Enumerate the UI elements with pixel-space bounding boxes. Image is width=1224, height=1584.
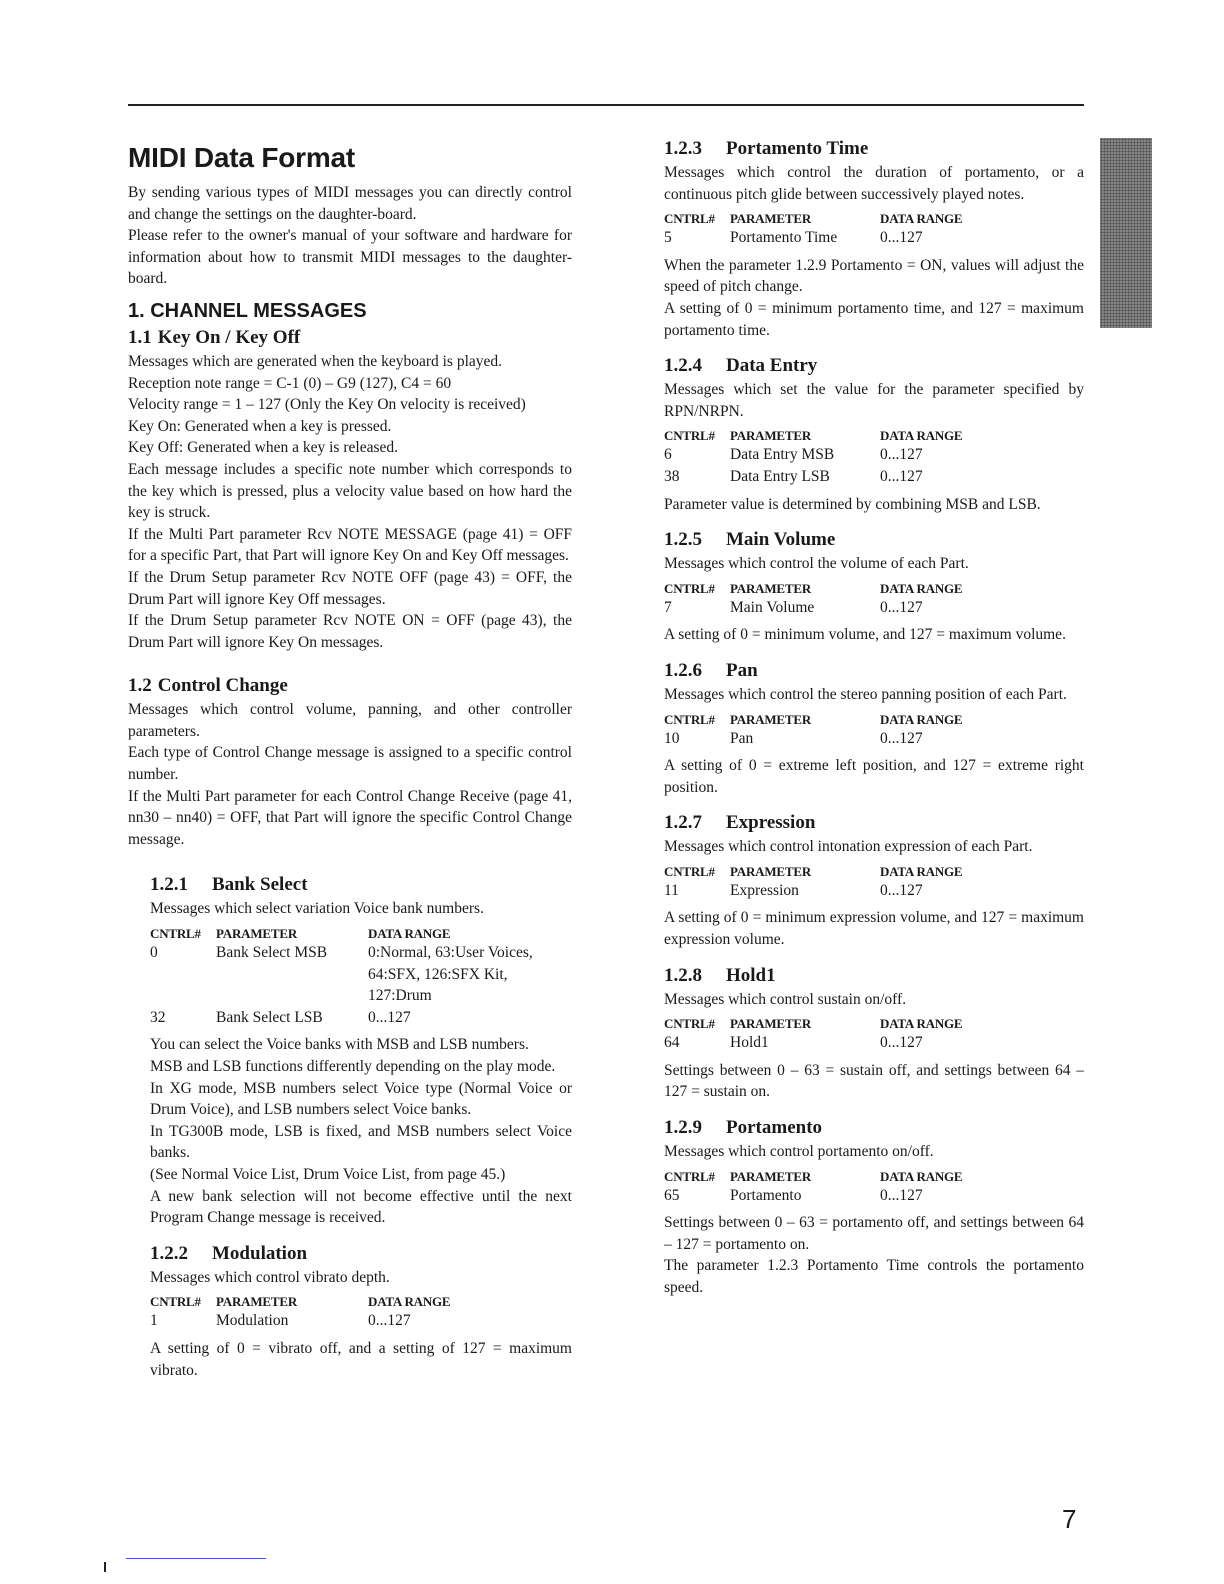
body-text: A setting of 0 = minimum volume, and 127 = maximum volume. (664, 626, 1066, 644)
section-heading (664, 1117, 1084, 1139)
section-number: 1.2.9 (664, 1117, 702, 1139)
section-number: 1.2.4 (664, 355, 702, 377)
body-text: Key Off: Generated when a key is released. (128, 439, 398, 457)
col-header-range: DATA RANGE (880, 1016, 963, 1032)
section-title: Portamento Time (726, 138, 869, 159)
body-text: Key On: Generated when a key is pressed. (128, 417, 392, 435)
section-title: Portamento (726, 1117, 823, 1139)
body-text: When the parameter 1.2.9 Portamento = ON, values will adjust the speed of pitch change. (664, 256, 1084, 296)
cell-range: 0...127 (880, 1034, 923, 1052)
section-heading (150, 1243, 572, 1265)
footer-rule (126, 1558, 266, 1559)
section-description: Messages which control the volume of each Part. (664, 555, 969, 573)
table-row (664, 880, 962, 902)
body-text: (See Normal Voice List, Drum Voice List, from page 45.) (150, 1165, 506, 1183)
section-bank-select (150, 874, 572, 1228)
cell-range: 0...127 (880, 467, 923, 485)
table-row (150, 1007, 572, 1029)
section-data-entry (664, 355, 1084, 515)
left-column (128, 138, 572, 1381)
table-header-row (664, 209, 962, 227)
body-text: The parameter 1.2.3 Portamento Time controls the portamento speed. (664, 1257, 1084, 1296)
cell-cntrl: 5 (664, 229, 672, 247)
body-text: A setting of 0 = minimum portamento time, and 127 = maximum portamento time. (664, 299, 1084, 339)
body-text: Parameter value is determined by combining MSB and LSB. (664, 495, 1041, 513)
body-text: In TG300B mode, LSB is fixed, and MSB numbers select Voice banks. (150, 1122, 572, 1162)
page-number: 7 (1062, 1504, 1077, 1534)
col-header-cntrl: CNTRL# (150, 1294, 201, 1310)
col-header-parameter: PARAMETER (730, 211, 812, 227)
col-header-range: DATA RANGE (368, 926, 451, 942)
cell-range: 0...127 (880, 598, 923, 616)
section-number: 1.2.3 (664, 138, 702, 159)
col-header-range: DATA RANGE (880, 428, 963, 444)
section-title: Modulation (212, 1242, 308, 1264)
section-main-volume (664, 529, 1084, 646)
col-header-parameter: PARAMETER (730, 711, 812, 727)
body-text: You can select the Voice banks with MSB and LSB numbers. (150, 1036, 529, 1054)
body-text: Settings between 0 – 63 = sustain off, and settings between 64 – 127 = sustain on. (664, 1061, 1084, 1101)
col-header-cntrl: CNTRL# (664, 211, 715, 227)
col-header-parameter: PARAMETER (730, 580, 812, 596)
col-header-parameter: PARAMETER (730, 1016, 812, 1032)
col-header-cntrl: CNTRL# (664, 580, 715, 596)
cell-parameter: Main Volume (730, 598, 815, 616)
cell-parameter: Data Entry LSB (730, 467, 830, 485)
section-number: 1.2.8 (664, 964, 702, 986)
body-text: A setting of 0 = extreme left position, and 127 = extreme right position. (664, 757, 1084, 796)
section-title: Main Volume (726, 529, 836, 551)
col-header-range: DATA RANGE (368, 1294, 451, 1310)
section-description: Messages which set the value for the parameter specified by RPN/NRPN. (664, 381, 1084, 420)
table-header-row (664, 1167, 962, 1185)
section-modulation (150, 1243, 572, 1381)
table-row (664, 444, 962, 466)
cell-range: 0...127 (880, 881, 923, 899)
intro-paragraph: By sending various types of MIDI messages you can directly control and change the settings on the daughter-board. (128, 184, 572, 223)
section-portamento-time (664, 138, 1084, 341)
cell-parameter: Portamento Time (730, 229, 838, 247)
section-title: Bank Select (212, 874, 308, 896)
section-number: 1.2.7 (664, 812, 702, 834)
intro (128, 182, 572, 290)
col-header-parameter: PARAMETER (216, 926, 298, 942)
col-header-range: DATA RANGE (880, 580, 963, 596)
section-description: Messages which control portamento on/off. (664, 1143, 934, 1161)
section-key-on-off (128, 327, 572, 653)
table-row (664, 1032, 962, 1054)
col-header-cntrl: CNTRL# (664, 428, 715, 444)
cell-range: 0...127 (880, 1186, 923, 1204)
cell-cntrl: 10 (664, 729, 680, 747)
body-text: A setting of 0 = minimum expression volume, and 127 = maximum expression volume. (664, 909, 1084, 949)
section-heading (664, 812, 1084, 834)
controller-table (664, 209, 962, 249)
table-header-row (664, 579, 962, 597)
body-text: A new bank selection will not become effective until the next Program Change message is received. (150, 1187, 572, 1227)
table-header-row (664, 1014, 962, 1032)
section-heading (664, 138, 1084, 160)
section-number: 1.2.1 (150, 874, 188, 896)
col-header-parameter: PARAMETER (730, 863, 812, 879)
cell-parameter: Hold1 (730, 1034, 769, 1052)
controller-table (664, 1014, 962, 1054)
cell-cntrl: 65 (664, 1186, 680, 1204)
section-heading (664, 660, 1084, 682)
col-header-cntrl: CNTRL# (664, 1168, 715, 1184)
cell-range: 0...127 (880, 729, 923, 747)
cell-range: 0...127 (880, 229, 923, 247)
section-title: Control Change (157, 675, 288, 697)
section-expression (664, 812, 1084, 950)
controller-table (664, 1167, 962, 1207)
cell-parameter: Expression (730, 881, 799, 899)
controller-table (664, 426, 962, 487)
section-description: Messages which control vibrato depth. (150, 1268, 390, 1286)
section-control-change (128, 675, 572, 850)
section-title: Pan (726, 659, 758, 681)
section-heading (664, 355, 1084, 377)
section-title: Key On / Key Off (157, 326, 301, 348)
section-number: 1.2.6 (664, 659, 702, 681)
section-portamento (664, 1117, 1084, 1299)
cell-parameter: Bank Select LSB (216, 1008, 323, 1026)
col-header-range: DATA RANGE (880, 863, 963, 879)
body-text: If the Multi Part parameter for each Control Change Receive (page 41, nn30 – nn40) = OFF, that Part will ignore the specific Control Change message. (128, 787, 572, 848)
chapter-side-tab (1100, 138, 1152, 328)
col-header-parameter: PARAMETER (730, 428, 812, 444)
section-hold1 (664, 965, 1084, 1103)
section-pan (664, 660, 1084, 798)
body-text: Each type of Control Change message is assigned to a specific control number. (128, 744, 572, 784)
table-row (150, 1310, 450, 1332)
section-description: Messages which control sustain on/off. (664, 990, 907, 1008)
cell-parameter: Portamento (730, 1186, 802, 1204)
col-header-range: DATA RANGE (880, 211, 963, 227)
right-column (664, 138, 1084, 1313)
cell-parameter: Pan (730, 729, 754, 747)
section-number: 1.2.5 (664, 529, 702, 551)
body-text: Reception note range = C-1 (0) – G9 (127), C4 = 60 (128, 374, 452, 392)
table-row (664, 1185, 962, 1207)
table-row (150, 942, 572, 1007)
body-text: In XG mode, MSB numbers select Voice type (Normal Voice or Drum Voice), and LSB numbers select Voice banks. (150, 1079, 572, 1119)
section-heading (128, 327, 572, 349)
table-header-row (150, 924, 572, 942)
col-header-cntrl: CNTRL# (150, 926, 201, 942)
section-heading (664, 965, 1084, 987)
body-text: Each message includes a specific note number which corresponds to the key which is pressed, plus a velocity value based on how hard the key is struck. (128, 460, 572, 522)
section-description: Messages which control the stereo panning position of each Part. (664, 685, 1067, 703)
col-header-parameter: PARAMETER (730, 1168, 812, 1184)
cell-cntrl: 64 (664, 1034, 680, 1052)
table-header-row (150, 1292, 450, 1310)
cell-cntrl: 0 (150, 944, 158, 962)
col-header-parameter: PARAMETER (216, 1294, 298, 1310)
cell-cntrl: 38 (664, 467, 680, 485)
cell-cntrl: 11 (664, 881, 679, 899)
section-heading (150, 874, 572, 896)
body-text: MSB and LSB functions differently depending on the play mode. (150, 1058, 556, 1075)
cell-cntrl: 1 (150, 1312, 158, 1330)
body-text: If the Drum Setup parameter Rcv NOTE OFF (page 43) = OFF, the Drum Part will ignore Key Off messages. (128, 568, 572, 608)
section-heading (128, 675, 572, 697)
section-number: 1.2 (128, 675, 152, 697)
section-description: Messages which control the duration of portamento, or a continuous pitch glide between successively played notes. (664, 164, 1084, 203)
cell-range: 0...127 (880, 446, 923, 464)
cell-range: 0...127 (368, 1312, 411, 1330)
controller-table (664, 710, 962, 750)
col-header-cntrl: CNTRL# (664, 711, 715, 727)
table-header-row (664, 862, 962, 880)
controller-table (664, 862, 962, 902)
page-title: MIDI Data Format (128, 142, 356, 173)
cell-cntrl: 6 (664, 446, 672, 464)
table-row (664, 466, 962, 488)
top-rule (128, 104, 1084, 106)
cell-parameter: Modulation (216, 1312, 289, 1330)
controller-table (664, 579, 962, 619)
table-row (664, 728, 962, 750)
table-header-row (664, 710, 962, 728)
col-header-range: DATA RANGE (880, 711, 963, 727)
section-title: Data Entry (726, 355, 818, 377)
section-heading (664, 529, 1084, 551)
cell-cntrl: 32 (150, 1008, 166, 1026)
body-text: If the Drum Setup parameter Rcv NOTE ON = OFF (page 43), the Drum Part will ignore Key On messages. (128, 612, 572, 651)
cell-parameter: Bank Select MSB (216, 944, 328, 962)
channel-messages-heading: 1. CHANNEL MESSAGES (128, 299, 367, 322)
intro-paragraph: Please refer to the owner's manual of your software and hardware for information about how to transmit MIDI messages to the daughter-board. (128, 227, 572, 288)
table-row (664, 227, 962, 249)
body-text: Messages which are generated when the keyboard is played. (128, 352, 503, 370)
controller-table (150, 1292, 450, 1332)
section-title: Expression (726, 812, 816, 834)
cell-cntrl: 7 (664, 598, 672, 616)
controller-table (150, 924, 572, 1028)
body-text: If the Multi Part parameter Rcv NOTE MESSAGE (page 41) = OFF for a specific Part, that Part will ignore Key On and Key Off messages. (128, 525, 572, 565)
table-row (664, 597, 962, 619)
cell-range: 0...127 (368, 1008, 411, 1026)
section-description: Messages which select variation Voice bank numbers. (150, 900, 484, 918)
body-text: Settings between 0 – 63 = portamento off, and settings between 64 – 127 = portamento on. (664, 1214, 1084, 1253)
footer-mark (104, 1562, 106, 1572)
body-text: Velocity range = 1 – 127 (Only the Key On velocity is received) (128, 396, 526, 414)
col-header-cntrl: CNTRL# (664, 1016, 715, 1032)
body-text: Messages which control volume, panning, and other controller parameters. (128, 701, 572, 740)
body-text: A setting of 0 = vibrato off, and a setting of 127 = maximum vibrato. (150, 1339, 572, 1379)
table-header-row (664, 426, 962, 444)
cell-parameter: Data Entry MSB (730, 446, 835, 464)
col-header-range: DATA RANGE (880, 1168, 963, 1184)
section-title: Hold1 (726, 964, 776, 986)
col-header-cntrl: CNTRL# (664, 863, 715, 879)
cell-range: 0:Normal, 63:User Voices, 64:SFX, 126:SFX Kit, 127:Drum (368, 944, 533, 1005)
section-number: 1.2.2 (150, 1242, 188, 1264)
section-description: Messages which control intonation expression of each Part. (664, 838, 1033, 856)
section-number: 1.1 (128, 326, 152, 348)
